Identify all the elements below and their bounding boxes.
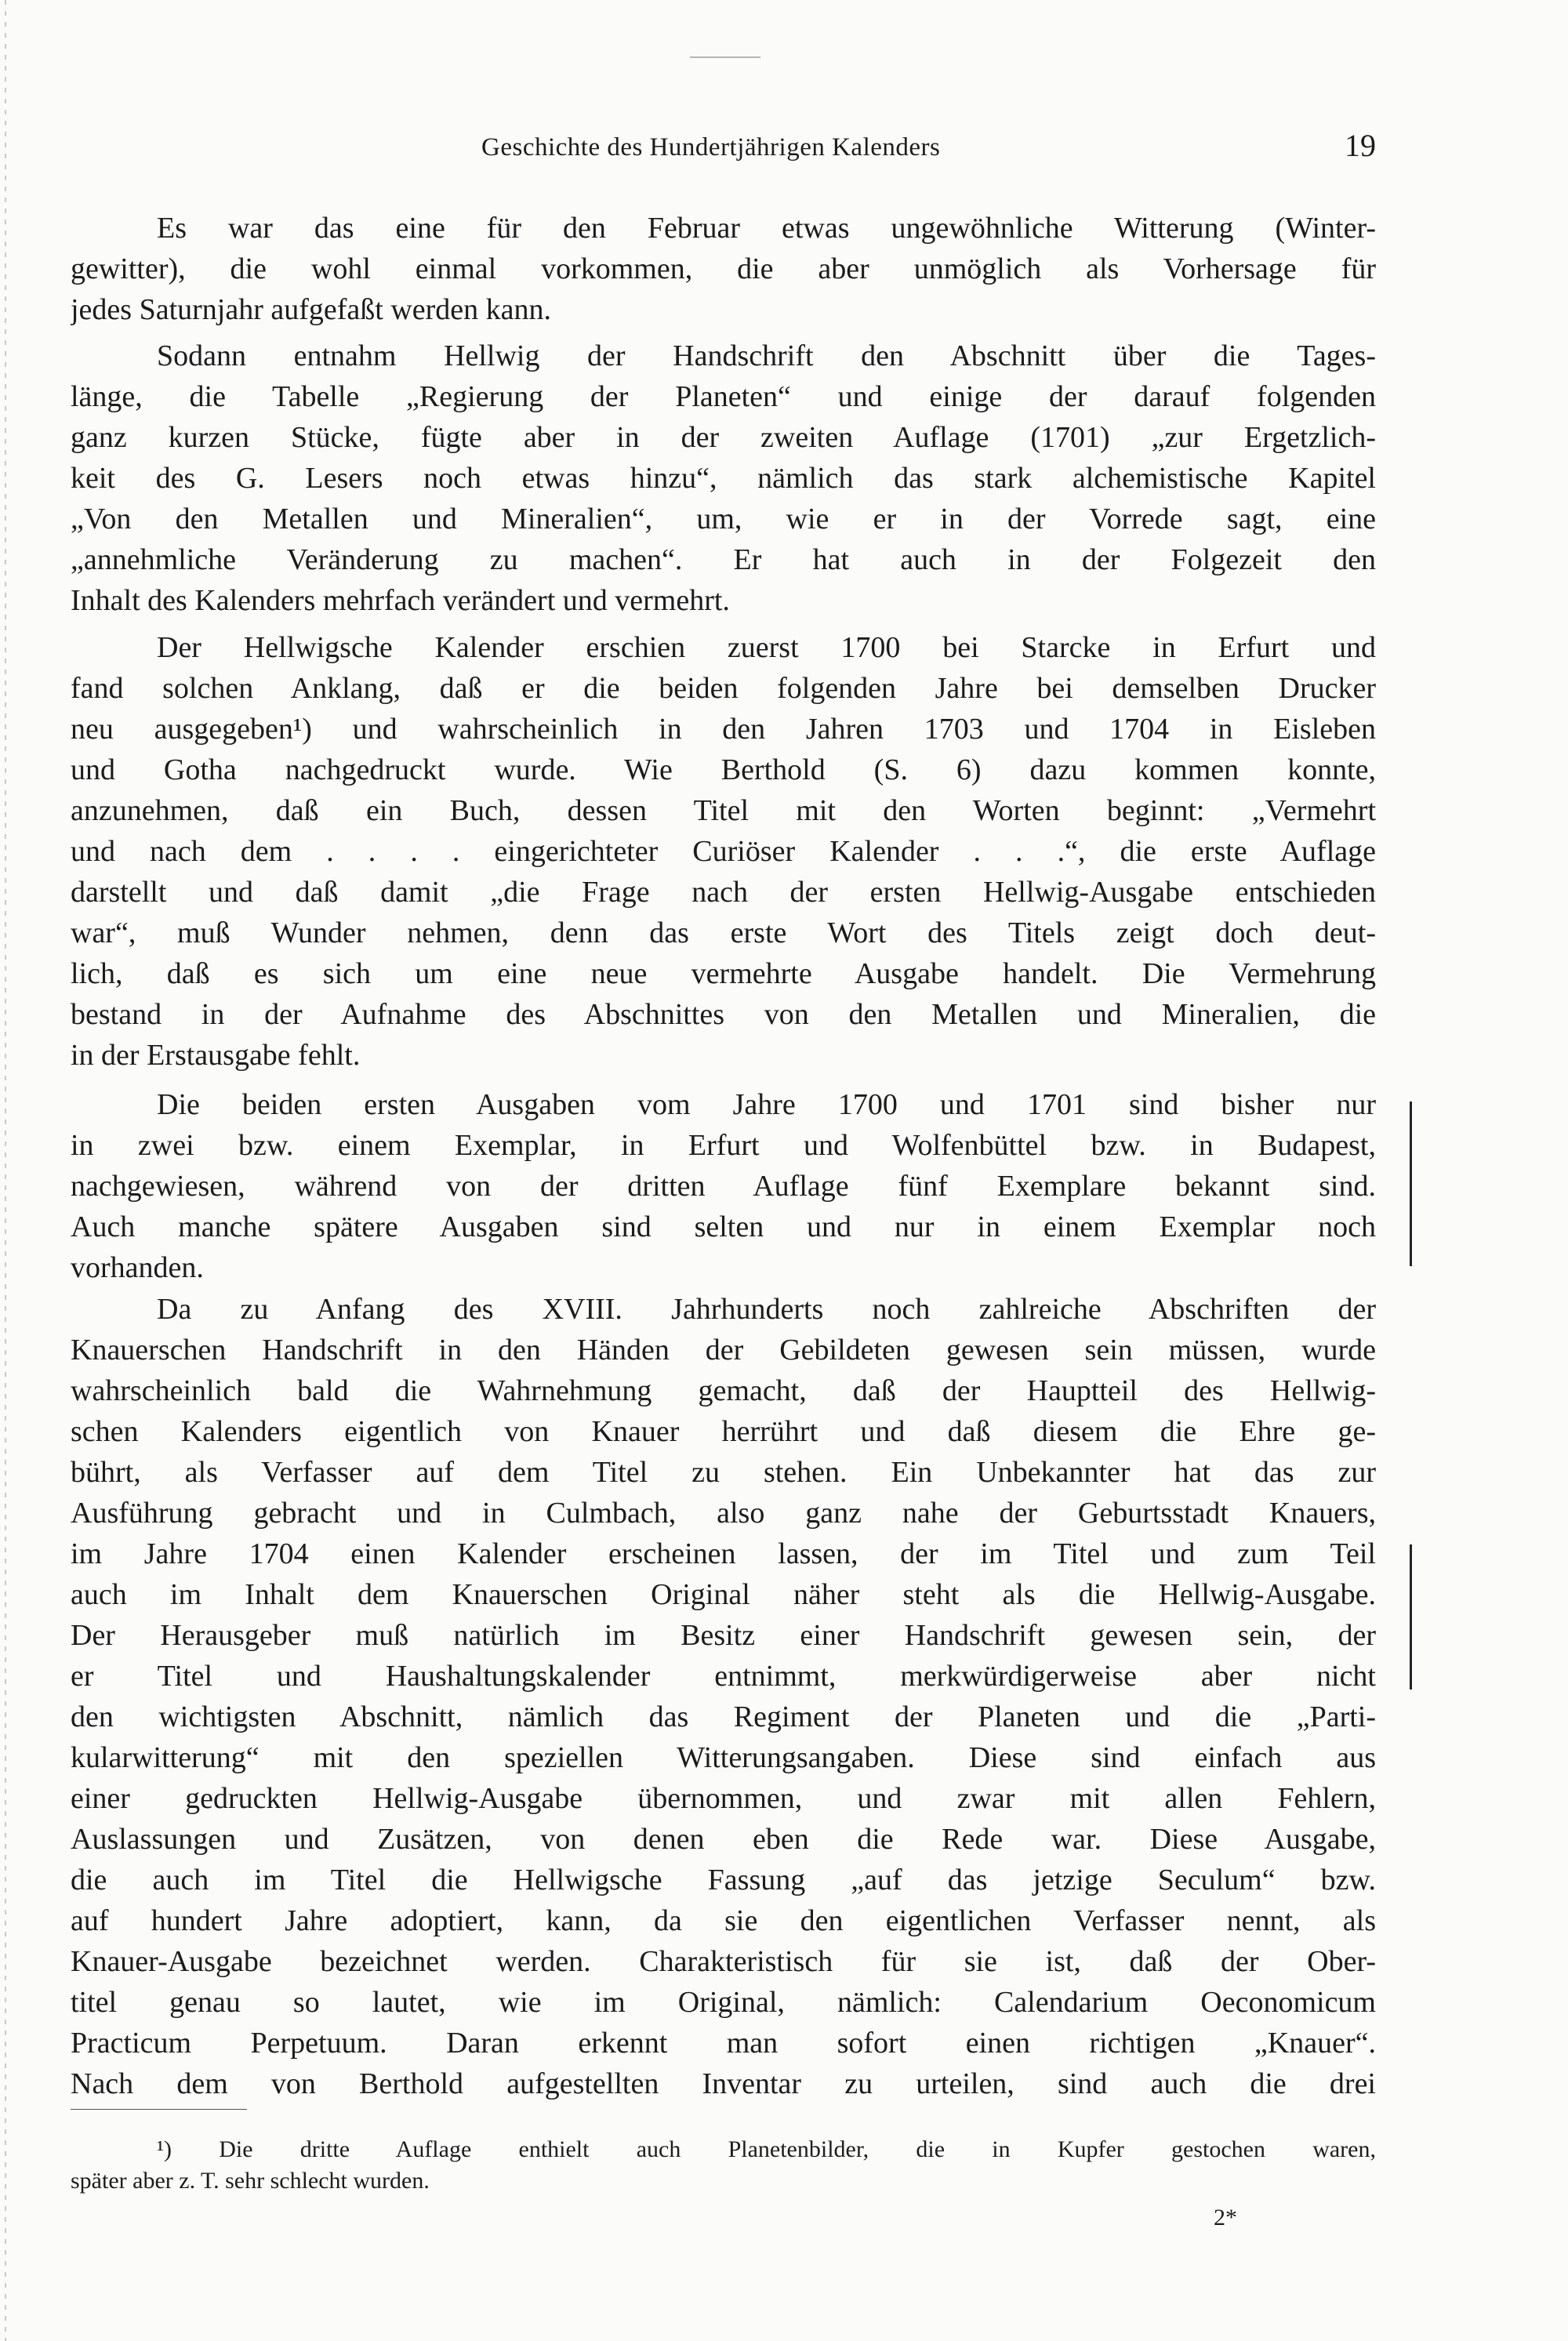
- text-line: bührt, als Verfasser auf dem Titel zu stehen. Ein Unbekannter hat das zur: [71, 1456, 1376, 1489]
- margin-line: [1410, 1544, 1412, 1690]
- text-line: Ausführung gebracht und in Culmbach, also ganz nahe der Geburtsstadt Knauers,: [71, 1497, 1376, 1530]
- page-number: 19: [1345, 128, 1376, 163]
- text-line: Da zu Anfang des XVIII. Jahrhunderts noch zahlreiche Abschriften der: [157, 1293, 1376, 1326]
- text-line: anzunehmen, daß ein Buch, dessen Titel mit den Worten beginnt: „Vermehrt: [71, 794, 1376, 827]
- margin-line: [1410, 1102, 1412, 1266]
- text-line: in der Erstausgabe fehlt.: [71, 1039, 361, 1072]
- text-line: Es war das eine für den Februar etwas ungewöhnliche Witterung (Winter-: [157, 212, 1376, 245]
- text-line: war“, muß Wunder nehmen, denn das erste Wort des Titels zeigt doch deut-: [71, 916, 1376, 949]
- text-line: und Gotha nachgedruckt wurde. Wie Berthold (S. 6) dazu kommen konnte,: [71, 753, 1376, 786]
- text-line: Inhalt des Kalenders mehrfach verändert und vermehrt.: [71, 584, 730, 617]
- scan-mark: [690, 56, 760, 58]
- text-line: titel genau so lautet, wie im Original, nämlich: Calendarium Oeconomicum: [71, 1986, 1376, 2019]
- text-line: gewitter), die wohl einmal vorkommen, die aber unmöglich als Vorhersage für: [71, 252, 1376, 285]
- text-line: „annehmliche Veränderung zu machen“. Er hat auch in der Folgezeit den: [71, 543, 1376, 576]
- text-line: jedes Saturnjahr aufgefaßt werden kann.: [71, 293, 552, 326]
- text-line: er Titel und Haushaltungskalender entnimmt, merkwürdigerweise aber nicht: [71, 1660, 1376, 1693]
- text-line: vorhanden.: [71, 1251, 204, 1284]
- text-line: in zwei bzw. einem Exemplar, in Erfurt und Wolfenbüttel bzw. in Budapest,: [71, 1129, 1376, 1162]
- text-line: fand solchen Anklang, daß er die beiden folgenden Jahre bei demselben Drucker: [71, 672, 1376, 705]
- paragraph: [71, 208, 1376, 330]
- footnote-line: später aber z. T. sehr schlecht wurden.: [71, 2168, 430, 2194]
- text-line: den wichtigsten Abschnitt, nämlich das Regiment der Planeten und die „Parti-: [71, 1700, 1376, 1733]
- text-line: Auch manche spätere Ausgaben sind selten und nur in einem Exemplar noch: [71, 1210, 1376, 1243]
- text-line: Knauer-Ausgabe bezeichnet werden. Charakteristisch für sie ist, daß der Ober-: [71, 1945, 1376, 1978]
- footnote: [71, 2134, 1376, 2197]
- text-line: darstellt und daß damit „die Frage nach der ersten Hellwig-Ausgabe entschieden: [71, 876, 1376, 909]
- text-line: auf hundert Jahre adoptiert, kann, da sie den eigentlichen Verfasser nennt, als: [71, 1904, 1376, 1937]
- scan-edge-artifact: [5, 0, 6, 2341]
- text-line: und nach dem . . . . eingerichteter Curiöser Kalender . . .“, die erste Auflage: [71, 835, 1376, 868]
- text-line: länge, die Tabelle „Regierung der Planeten“ und einige der darauf folgenden: [71, 380, 1376, 413]
- paragraph: [71, 1084, 1376, 1288]
- text-line: Der Herausgeber muß natürlich im Besitz einer Handschrift gewesen sein, der: [71, 1619, 1376, 1652]
- text-line: Knauerschen Handschrift in den Händen der Gebildeten gewesen sein müssen, wurde: [71, 1334, 1376, 1366]
- signature-mark: 2*: [1214, 2205, 1237, 2230]
- paragraph: [71, 627, 1376, 1076]
- text-line: bestand in der Aufnahme des Abschnittes von den Metallen und Mineralien, die: [71, 998, 1376, 1031]
- footnote-rule: [71, 2109, 247, 2110]
- paragraph: [71, 336, 1376, 621]
- text-line: kularwitterung“ mit den speziellen Witterungsangaben. Diese sind einfach aus: [71, 1741, 1376, 1774]
- text-line: schen Kalenders eigentlich von Knauer herrührt und daß diesem die Ehre ge-: [71, 1415, 1376, 1448]
- paragraph: [71, 1289, 1376, 2104]
- text-line: wahrscheinlich bald die Wahrnehmung gemacht, daß der Hauptteil des Hellwig-: [71, 1374, 1376, 1407]
- text-line: lich, daß es sich um eine neue vermehrte Ausgabe handelt. Die Vermehrung: [71, 957, 1376, 990]
- text-line: Der Hellwigsche Kalender erschien zuerst 1700 bei Starcke in Erfurt und: [157, 631, 1376, 664]
- text-line: Auslassungen und Zusätzen, von denen eben die Rede war. Diese Ausgabe,: [71, 1823, 1376, 1856]
- text-line: Sodann entnahm Hellwig der Handschrift den Abschnitt über die Tages-: [157, 339, 1376, 372]
- text-line: ganz kurzen Stücke, fügte aber in der zweiten Auflage (1701) „zur Ergetzlich-: [71, 421, 1376, 454]
- text-line: „Von den Metallen und Mineralien“, um, wie er in der Vorrede sagt, eine: [71, 503, 1376, 535]
- text-line: Die beiden ersten Ausgaben vom Jahre 1700 und 1701 sind bisher nur: [157, 1088, 1376, 1121]
- footnote-line: ¹) Die dritte Auflage enthielt auch Planetenbilder, die in Kupfer gestochen waren,: [157, 2136, 1376, 2162]
- text-line: keit des G. Lesers noch etwas hinzu“, nämlich das stark alchemistische Kapitel: [71, 462, 1376, 495]
- text-line: im Jahre 1704 einen Kalender erscheinen lassen, der im Titel und zum Teil: [71, 1537, 1376, 1570]
- text-line: Nach dem von Berthold aufgestellten Inventar zu urteilen, sind auch die drei: [71, 2067, 1376, 2100]
- text-line: auch im Inhalt dem Knauerschen Original näher steht als die Hellwig-Ausgabe.: [71, 1578, 1376, 1611]
- running-title: Geschichte des Hundertjährigen Kalenders: [481, 133, 941, 162]
- text-line: nachgewiesen, während von der dritten Auflage fünf Exemplare bekannt sind.: [71, 1170, 1376, 1203]
- running-header: [71, 127, 1376, 168]
- text-line: die auch im Titel die Hellwigsche Fassung „auf das jetzige Seculum“ bzw.: [71, 1864, 1376, 1896]
- text-line: Practicum Perpetuum. Daran erkennt man sofort einen richtigen „Knauer“.: [71, 2027, 1376, 2060]
- text-line: neu ausgegeben¹) und wahrscheinlich in den Jahren 1703 und 1704 in Eisleben: [71, 713, 1376, 746]
- text-line: einer gedruckten Hellwig-Ausgabe übernommen, und zwar mit allen Fehlern,: [71, 1782, 1376, 1815]
